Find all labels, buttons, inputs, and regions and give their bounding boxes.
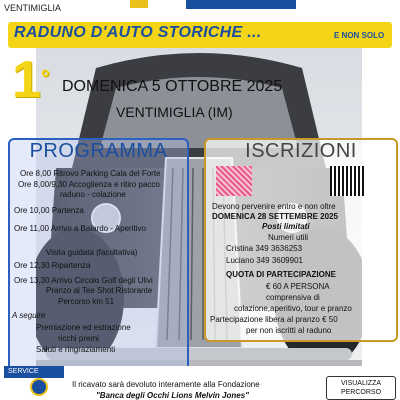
iscrizioni-line: Numeri utili — [268, 233, 309, 242]
service-text: Il ricavato sarà devoluto interamente alla Fondazione — [72, 380, 260, 389]
iscrizioni-line: Devono pervenire entro e non oltre — [212, 202, 336, 211]
qr-code-icon[interactable] — [216, 166, 252, 196]
iscrizioni-line: QUOTA DI PARTECIPAZIONE — [226, 270, 336, 279]
event-title: RADUNO D'AUTO STORICHE ... — [14, 24, 262, 41]
program-line: A seguire — [12, 311, 46, 320]
view-route-button[interactable] — [326, 376, 396, 400]
iscrizioni-line: colazione,aperitivo, tour e pranzo — [234, 304, 352, 313]
iscrizioni-deadline: DOMENICA 28 SETTEMBRE 2025 — [212, 212, 338, 221]
iscrizioni-price: € 60 A PERSONA — [266, 282, 330, 291]
iscrizioni-line: Posti limitati — [262, 222, 310, 231]
program-line: Pranzo al Tee Shot Ristorante — [46, 286, 153, 295]
top-bar — [0, 0, 400, 20]
blue-ribbon — [186, 0, 296, 9]
program-line: Ore 11,00 Arrivo a Baiardo - Aperitivo — [14, 224, 146, 233]
iscrizioni-line: comprensiva di — [266, 293, 320, 302]
iscrizioni-line: per non iscritti al raduno — [246, 326, 332, 335]
contact-luciano: Luciano 349 3609901 — [226, 256, 303, 265]
service-strip — [0, 366, 400, 400]
program-line: Saluti e ringraziamenti — [36, 345, 116, 354]
service-label: SERVICE — [4, 366, 64, 378]
program-line: Ore 8,00 Ritrovo Parking Cala del Forte — [20, 169, 161, 178]
program-line: raduno - colazione — [60, 190, 126, 199]
program-line: Premiazione ed estrazione — [36, 323, 131, 332]
city-label: VENTIMIGLIA — [4, 3, 62, 13]
iscrizioni-title: ISCRIZIONI — [245, 140, 357, 162]
program-line: Percorso km 51 — [58, 297, 115, 306]
view-route-line-1: VISUALIZZA — [340, 380, 382, 387]
view-route-line-2: PERCORSO — [340, 389, 382, 396]
event-title-tag: E NON SOLO — [334, 31, 385, 40]
event-place: VENTIMIGLIA (IM) — [116, 104, 233, 120]
title-banner — [8, 22, 392, 48]
foundation-name: "Banca degli Occhi Lions Melvin Jones" — [96, 391, 249, 400]
yellow-badge — [130, 0, 148, 8]
program-line: Ore 8,00/9,30 Accoglienza e ritiro pacco — [18, 180, 160, 189]
edition-digit: 1 — [12, 51, 41, 109]
event-date: DOMENICA 5 OTTOBRE 2025 — [62, 78, 283, 95]
program-line: Ore 12,30 Ripartenza — [14, 261, 91, 270]
edition-number — [12, 51, 50, 109]
programma-panel — [8, 138, 189, 394]
iscrizioni-panel — [204, 138, 398, 342]
programma-title: PROGRAMMA — [29, 140, 168, 162]
program-line: ricchi premi — [58, 334, 99, 343]
edition-ordinal: ° — [40, 65, 50, 90]
program-line: Ore 10,00 Partenza — [14, 206, 84, 215]
program-line: Visita guidata (facoltativa) — [46, 248, 138, 257]
contact-cristina: Cristina 349 3636253 — [226, 244, 303, 253]
lions-logo-icon — [30, 378, 48, 396]
program-line: Ore 13,30 Arrivo Circolo Golf degli Ulivi — [14, 276, 153, 285]
iscrizioni-line: Partecipazione libera al pranzo € 50 — [210, 315, 338, 324]
qr-code-icon[interactable] — [330, 166, 366, 196]
